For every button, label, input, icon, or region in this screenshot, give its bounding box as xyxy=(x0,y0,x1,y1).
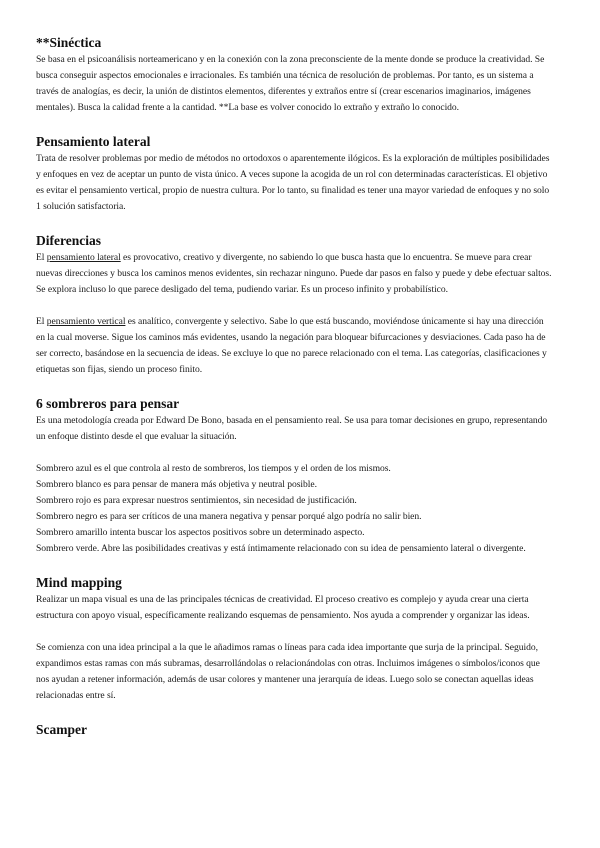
heading-scamper: Scamper xyxy=(36,722,87,737)
section-scamper xyxy=(36,721,552,739)
sombrero-negro: Sombrero negro es para ser críticos de una manera negativa y pensar porqué algo podría no salir bien. xyxy=(36,511,422,522)
section-6-sombreros xyxy=(36,395,552,557)
text-prefix: El xyxy=(36,316,47,327)
heading-diferencias: Diferencias xyxy=(36,233,101,248)
section-sinectica xyxy=(36,34,552,116)
sombrero-azul: Sombrero azul es el que controla al resto de sombreros, los tiempos y el orden de los mismos. xyxy=(36,463,391,474)
text-rest: es provocativo, creativo y divergente, no sabiendo lo que busca hasta que lo encuentra. Se mueve para crear nuevas direcciones y busca los caminos menos evidentes, sin rechazar ninguno. Puede dar pasos en falso y puede y debe efectuar saltos. Se explora incluso lo que parece desligado del tema, pudiendo variar. Es un proceso infinito y probabilístico. xyxy=(36,252,552,295)
paragraph-sinectica: Se basa en el psicoanálisis norteamericano y en la conexión con la zona preconsciente de la mente donde se produce la creatividad. Se busca conseguir aspectos emocionales e irracionales. Es también una técnica de resolución de problemas. Por tanto, es un sistema a través de analogías, es decir, la unión de distintos elementos, diferentes y extraños entre sí (crear escenarios imaginarios, imágenes mentales). Busca la calidad frente a la cantidad. **La base es volver conocido lo extraño y extraño lo conocido. xyxy=(36,54,545,113)
paragraph-gap xyxy=(36,298,552,314)
section-mind-mapping xyxy=(36,574,552,704)
heading-6-sombreros: 6 sombreros para pensar xyxy=(36,396,180,411)
heading-mind-mapping: Mind mapping xyxy=(36,575,122,590)
paragraph-vertical-description xyxy=(36,314,552,378)
paragraph-sombreros-intro: Es una metodología creada por Edward De Bono, basada en el pensamiento real. Se usa para tomar decisiones en grupo, representando un enfoque distinto desde el que evaluar la situación. xyxy=(36,415,548,442)
link-pensamiento-lateral[interactable]: pensamiento lateral xyxy=(46,252,121,263)
heading-pensamiento-lateral: Pensamiento lateral xyxy=(36,134,151,149)
paragraph-lateral-description xyxy=(36,250,552,298)
paragraph-mind-mapping-1: Realizar un mapa visual es una de las principales técnicas de creatividad. El proceso creativo es complejo y ayuda crear una cierta estructura con apoyo visual, específicamente realizando esquemas de pensamiento. Nos ayuda a comprender y organizar las ideas. xyxy=(36,594,530,621)
paragraph-mind-mapping-2: Se comienza con una idea principal a la que le añadimos ramas o líneas para cada idea importante que surja de la principal. Seguido, expandimos estas ramas con más subramas, desarrollándolas o relacionándolas con otras. Incluimos imágenes o símbolos/iconos que nos ayudan a retener información, además de usar colores y mantener una jerarquía de ideas. Luego solo se conectan aquellas ideas relacionadas entre sí. xyxy=(36,642,540,701)
sombrero-blanco: Sombrero blanco es para pensar de manera más objetiva y neutral posible. xyxy=(36,479,317,490)
paragraph-gap xyxy=(36,624,552,640)
sombreros-list xyxy=(36,461,552,557)
section-pensamiento-lateral xyxy=(36,133,552,215)
text-rest: es analítico, convergente y selectivo. Sabe lo que está buscando, moviéndose únicamente si hay una dirección en la cual moverse. Sigue los caminos más evidentes, usando la negación para bloquear bifurcaciones y desviaciones. Cada paso ha de ser correcto, basándose en la secuencia de ideas. Se excluye lo que no parece relacionado con el tema. Las categorías, clasificaciones y etiquetas son fijas, siendo un proceso finito. xyxy=(36,316,547,375)
heading-sinectica: **Sinéctica xyxy=(36,35,102,50)
text-prefix: El xyxy=(36,252,47,263)
paragraph-pensamiento-lateral: Trata de resolver problemas por medio de métodos no ortodoxos o aparentemente ilógicos. Es la exploración de múltiples posibilidades y enfoques en vez de aceptar un punto de vista único. A veces supone la acogida de un rol con determinadas características. El objetivo es evitar el pensamiento vertical, propio de nuestra cultura. Por lo tanto, su finalidad es tener una mayor variedad de enfoques y no solo 1 solución satisfactoria. xyxy=(36,153,550,212)
sombrero-verde: Sombrero verde. Abre las posibilidades creativas y está íntimamente relacionado con su idea de pensamiento lateral o divergente. xyxy=(36,543,526,554)
section-diferencias xyxy=(36,232,552,378)
sombrero-rojo: Sombrero rojo es para expresar nuestros sentimientos, sin necesidad de justificación. xyxy=(36,495,357,506)
link-pensamiento-vertical[interactable]: pensamiento vertical xyxy=(46,316,126,327)
sombrero-amarillo: Sombrero amarillo intenta buscar los aspectos positivos sobre un determinado aspecto. xyxy=(36,527,365,538)
paragraph-gap xyxy=(36,445,552,461)
